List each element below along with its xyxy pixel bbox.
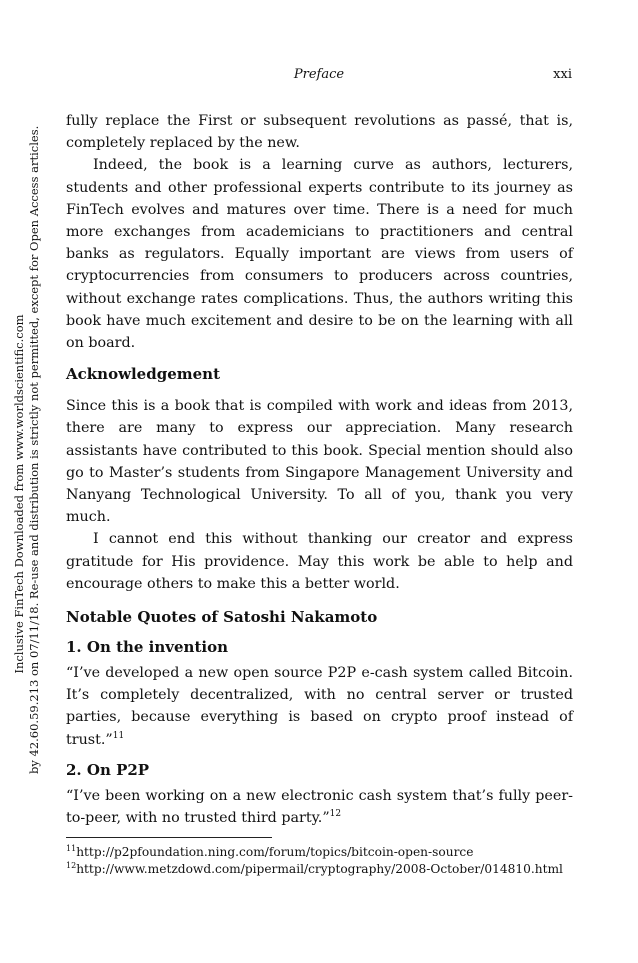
acknowledgement-paragraph: Since this is a book that is compiled with work and ideas from 2013, there are many to express our appreciation. Many research assistants have contributed to this book. Special mention should also go to Master’s students from Singapore Management University and Nanyang Technological University. To all of you, thank you very much. <box>66 398 573 526</box>
footnote-11 <box>66 844 573 861</box>
footnote-number: 12 <box>66 861 77 871</box>
download-notice <box>12 125 41 774</box>
quote-2 <box>66 785 573 829</box>
quote-2-text: “I’ve been working on a new electronic cash system that’s fully peer-to-peer, with no trusted third party.” <box>66 787 573 827</box>
page-body <box>66 110 573 878</box>
footnote-ref-12: 12 <box>329 809 342 820</box>
paragraph-learning-curve: Indeed, the book is a learning curve as authors, lecturers, students and other professional experts contribute to its journey as FinTech evolves and matures over time. There is a need for much more exchanges from academicians to practitioners and central banks as regulators. Equally important are views from users of cryptocurrencies from consumers to producers across countries, without exchange rates complications. Thus, the authors writing this book have much excitement and desire to be on the learning with all on board. <box>66 157 573 352</box>
acknowledgement-heading: Acknowledgement <box>66 365 220 384</box>
running-header-title: Preface <box>293 67 345 82</box>
quote-1 <box>66 662 573 751</box>
footnote-number: 11 <box>66 844 77 854</box>
page-number: xxi <box>553 67 572 82</box>
footnote-link[interactable]: http://p2pfoundation.ning.com/forum/topics/bitcoin-open-source <box>76 845 474 860</box>
quote-2-heading: 2. On P2P <box>66 760 150 779</box>
footnote-link[interactable]: http://www.metzdowd.com/pipermail/cryptography/2008-October/014810.html <box>76 862 563 877</box>
gratitude-paragraph: I cannot end this without thanking our creator and express gratitude for His providence. May this work be able to help and encourage others to make this a better world. <box>66 531 573 592</box>
footnote-ref-11: 11 <box>112 730 125 741</box>
quote-1-text: “I’ve developed a new open source P2P e-cash system called Bitcoin. It’s completely decentralized, with no central server or trusted parties, because everything is based on crypto proof instead of trust.” <box>66 665 573 748</box>
footnote-divider <box>66 837 272 838</box>
quote-1-heading: 1. On the invention <box>66 638 228 657</box>
download-notice-line2: by 42.60.59.213 on 07/11/18. Re-use and distribution is strictly not permitted, except for Open Access articles. <box>27 125 41 774</box>
paragraph-continuation: fully replace the First or subsequent revolutions as passé, that is, completely replaced by the new. <box>66 113 573 152</box>
download-notice-line1: Inclusive FinTech Downloaded from www.worldscientific.com <box>12 314 26 674</box>
quotes-heading: Notable Quotes of Satoshi Nakamoto <box>66 608 378 627</box>
footnote-12 <box>66 861 573 878</box>
